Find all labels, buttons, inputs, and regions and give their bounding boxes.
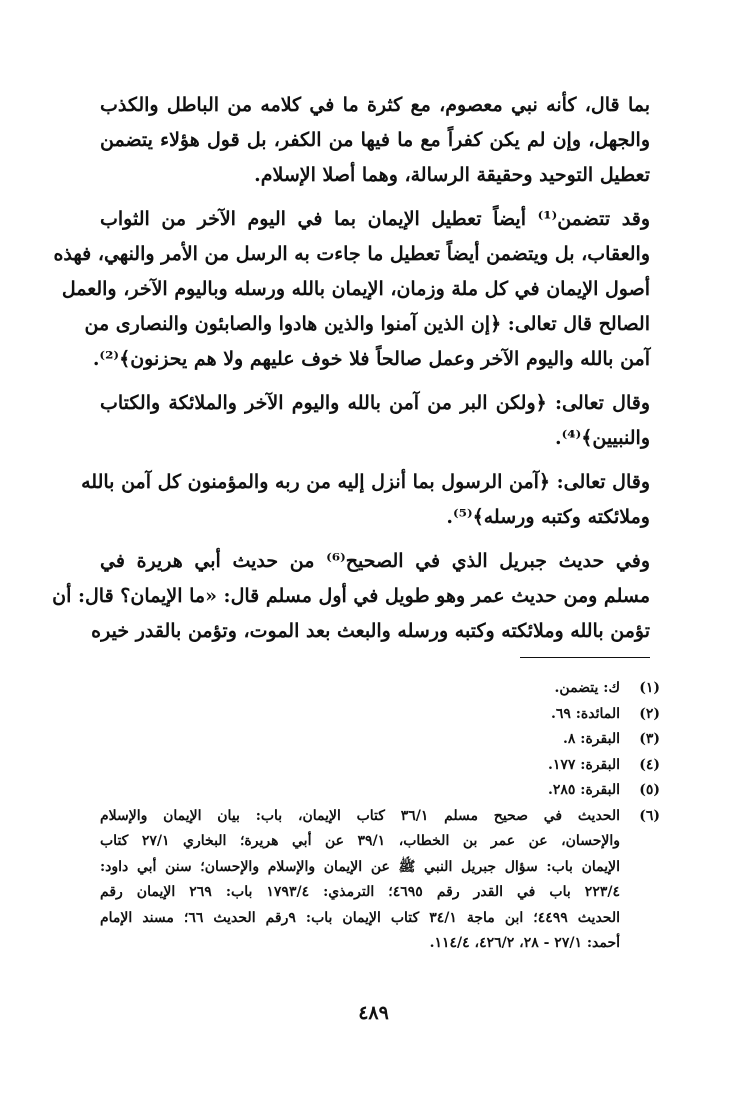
text-line: تعطيل التوحيد وحقيقة الرسالة، وهما أصلا الإسلام.	[254, 164, 650, 186]
footnote-number: (٤)	[639, 756, 660, 773]
text-line: مسلم ومن حديث عمر وهو طويل في أول مسلم قال: «ما الإيمان؟ قال: أن	[52, 585, 650, 607]
footnote-text: البقرة: ٢٨٥.	[547, 782, 620, 798]
footnote-text: والإحسان، عن عمر بن الخطاب، ٣٩/١ عن أبي هريرة؛ البخاري ٢٧/١ كتاب	[100, 833, 620, 849]
footnote-number: (٦)	[639, 807, 660, 824]
paragraph-4	[81, 465, 650, 535]
page-number: ٤٨٩	[358, 1002, 389, 1024]
text-line: وفي حديث جبريل الذي في الصحيح⁽⁶⁾ من حديث أبي هريرة في	[100, 550, 650, 572]
text-line: والنبيين﴾⁽⁴⁾.	[554, 427, 650, 449]
text-line: وقال تعالى: ﴿ولكن البر من آمن بالله واليوم الآخر والملائكة والكتاب	[100, 392, 650, 414]
text-line: أصول الإيمان في كل ملة وزمان، الإيمان بالله ورسله وباليوم الآخر، والعمل	[61, 278, 650, 300]
text-line: وقال تعالى: ﴿آمن الرسول بما أنزل إليه من ربه والمؤمنون كل آمن بالله	[81, 471, 650, 493]
footnote-number: (٣)	[639, 731, 660, 747]
footnote-1	[100, 676, 660, 702]
text-line: تؤمن بالله وملائكته وكتبه ورسله والبعث بعد الموت، وتؤمن بالقدر خيره	[91, 620, 650, 642]
text-line: بما قال، كأنه نبي معصوم، مع كثرة ما في كلامه من الباطل والكذب	[100, 94, 650, 116]
text-line: والجهل، وإن لم يكن كفراً مع ما فيها من الكفر، بل قول هؤلاء يتضمن	[100, 129, 650, 151]
footnote-text: أحمد: ٢٧/١ - ٢٨، ٤٢٦/٢، ١١٤/٤.	[429, 935, 620, 951]
footnotes	[100, 676, 660, 957]
paragraph-5	[52, 544, 650, 649]
footnote-text: ك: يتضمن.	[554, 680, 620, 696]
footnote-number: (١)	[639, 680, 660, 696]
footnote-5	[100, 778, 660, 804]
footnote-text: الإيمان باب: سؤال جبريل النبي ﷺ عن الإيمان والإسلام والإحسان؛ سنن أبي داود:	[100, 858, 620, 875]
footnote-6	[100, 804, 660, 957]
footnote-4	[100, 753, 660, 779]
text-line: وقد تتضمن⁽¹⁾ أيضاً تعطيل الإيمان بما في اليوم الآخر من الثواب	[100, 208, 650, 230]
footnote-number: (٢)	[639, 705, 660, 722]
footnote-number: (٥)	[639, 782, 660, 798]
text-line: آمن بالله واليوم الآخر وعمل صالحاً فلا خوف عليهم ولا هم يحزنون﴾⁽²⁾.	[92, 348, 650, 370]
paragraph-1	[100, 88, 650, 193]
footnote-text: البقرة: ٨.	[563, 731, 620, 747]
paragraph-2	[53, 202, 650, 377]
text-line: الصالح قال تعالى: ﴿إن الذين آمنوا والذين هادوا والصابئون والنصارى من	[84, 313, 650, 335]
text-line: والعقاب، بل ويتضمن أيضاً تعطيل ما جاءت به الرسل من الأمر والنهي، فهذه	[53, 243, 650, 265]
main-text	[52, 88, 650, 658]
footnote-text: البقرة: ١٧٧.	[547, 756, 620, 773]
footnote-text: المائدة: ٦٩.	[550, 705, 620, 722]
footnote-text: الحديث ٤٤٩٩؛ ابن ماجة ٣٤/١ كتاب الإيمان باب: ٩رقم الحديث ٦٦؛ مسند الإمام	[100, 909, 620, 926]
footnote-text: الحديث في صحيح مسلم ٣٦/١ كتاب الإيمان، باب: بيان الإيمان والإسلام	[100, 807, 620, 824]
text-line: وملائكته وكتبه ورسله﴾⁽⁵⁾.	[446, 506, 650, 528]
footnote-3	[100, 727, 660, 753]
footnote-text: ٢٢٣/٤ باب في القدر رقم ٤٦٩٥؛ الترمذي: ١٧٩٣/٤ باب: ٢٦٩ الإيمان رقم	[100, 884, 620, 900]
paragraph-3	[100, 386, 650, 456]
footnote-divider	[520, 657, 650, 658]
footnote-2	[100, 702, 660, 728]
